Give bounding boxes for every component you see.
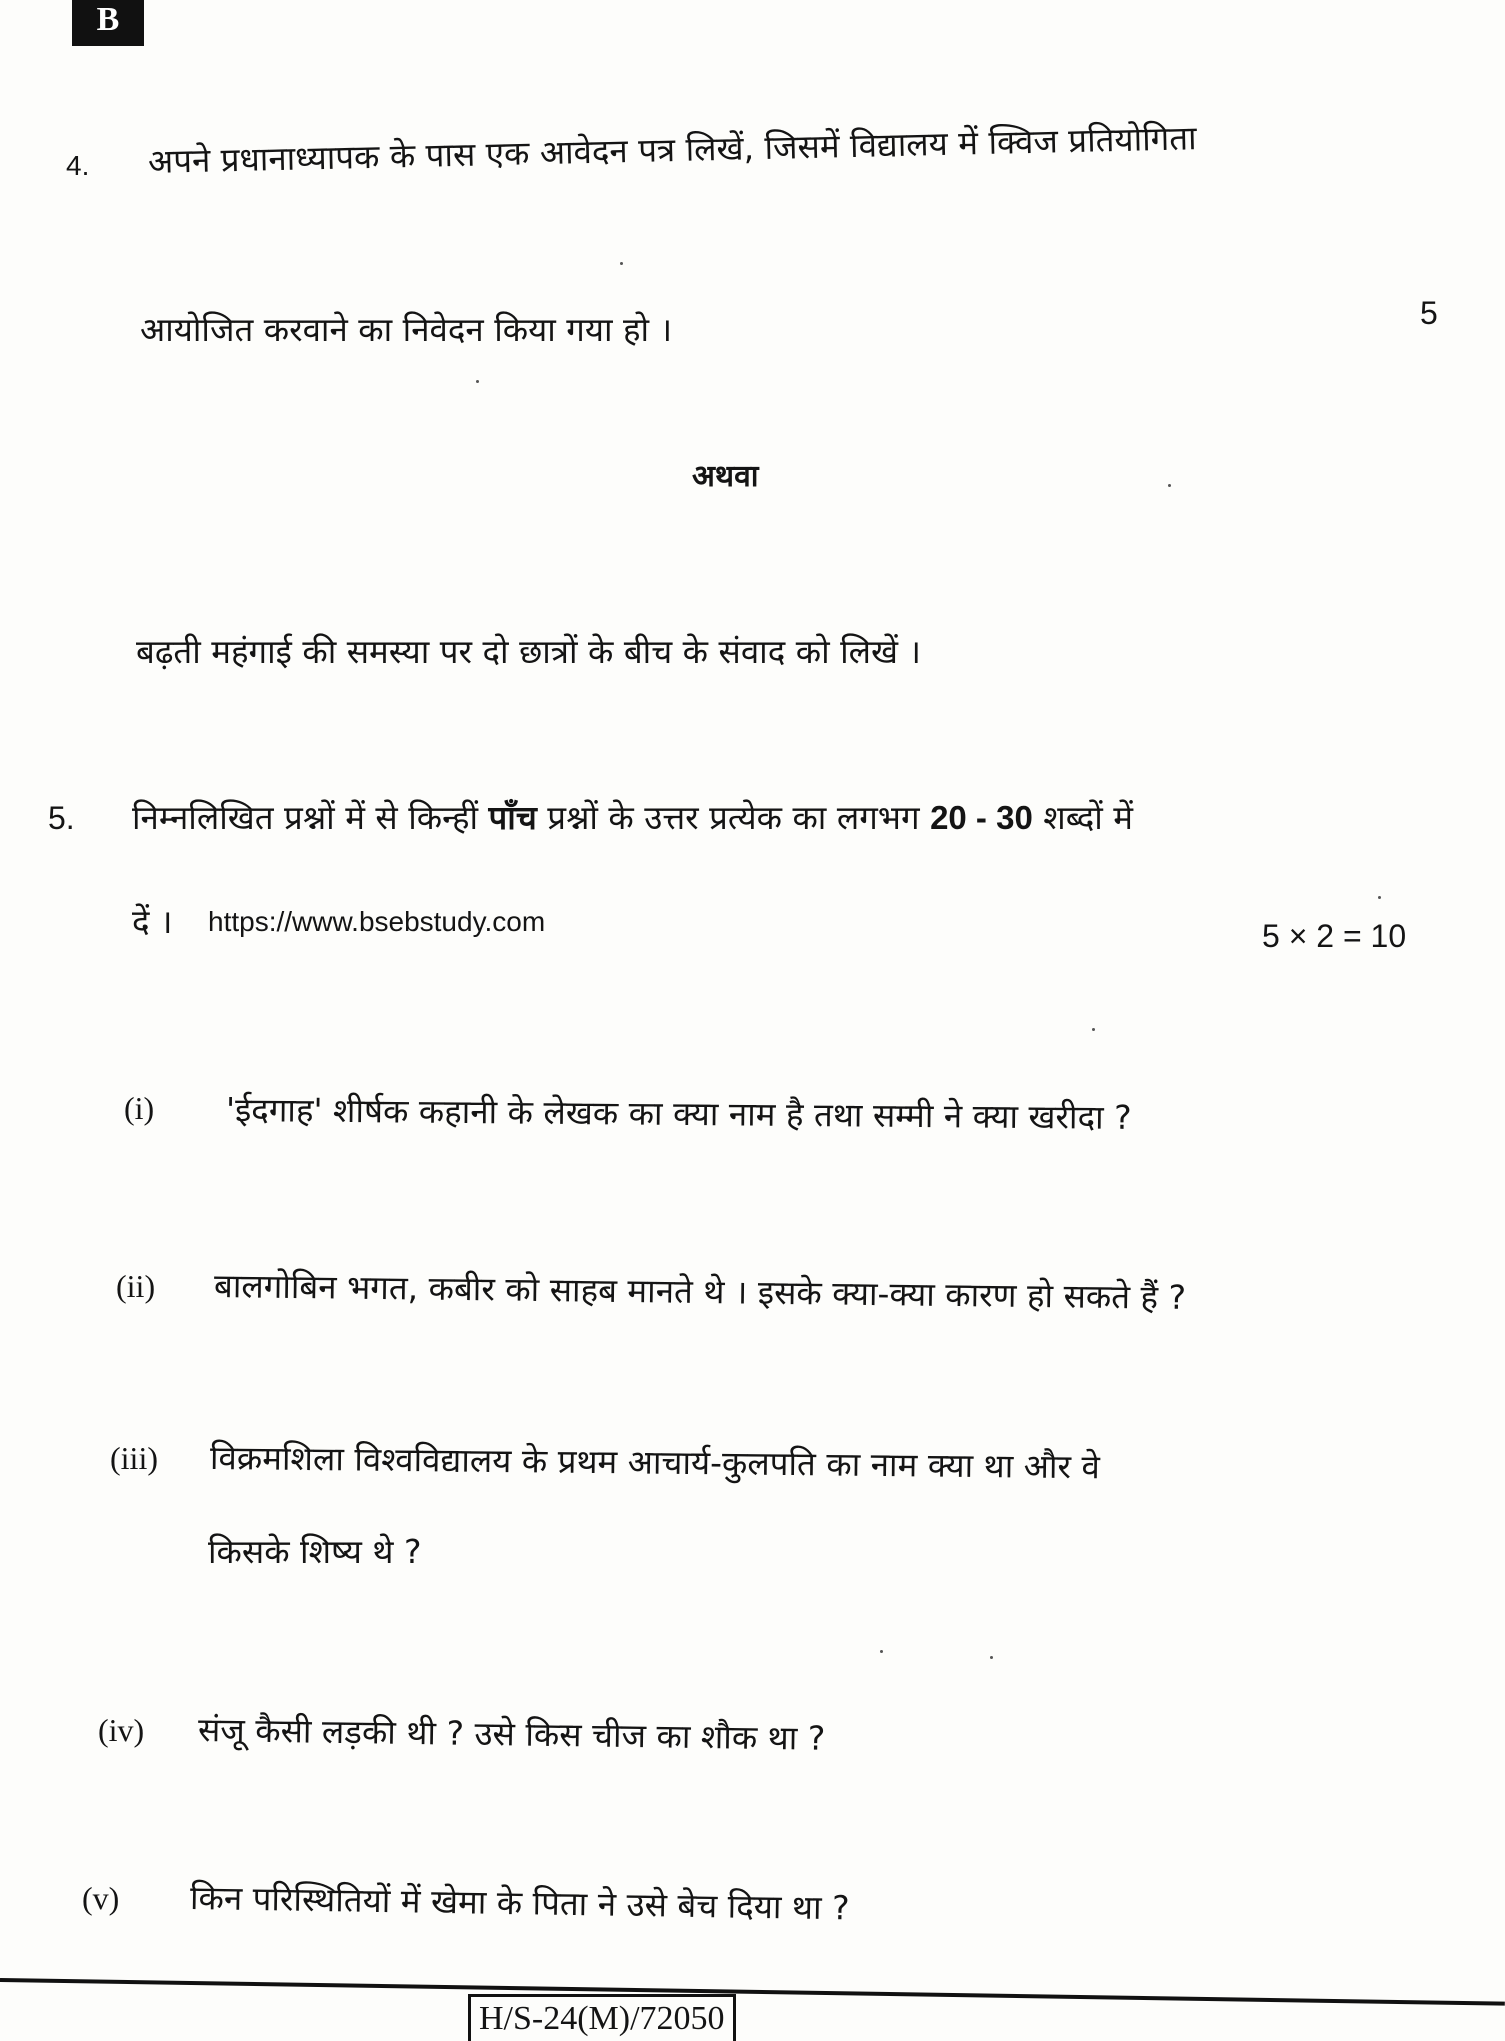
set-badge: B	[72, 0, 144, 46]
scan-speck	[1168, 484, 1171, 487]
instruction-part2: प्रश्नों के उत्तर प्रत्येक का लगभग	[536, 798, 931, 837]
scan-speck	[990, 1656, 993, 1659]
sub-question-i-text: 'ईदगाह' शीर्षक कहानी के लेखक का क्या नाम है तथा सम्मी ने क्या खरीदा ?	[225, 1090, 1132, 1137]
scan-speck	[1092, 1028, 1095, 1031]
scan-speck	[620, 262, 623, 265]
question-4-text-line1: अपने प्रधानाध्यापक के पास एक आवेदन पत्र लिखें, जिसमें विद्यालय में क्विज प्रतियोगिता	[147, 118, 1198, 181]
watermark-url: https://www.bsebstudy.com	[208, 906, 546, 937]
sub-question-iv-text: संजू कैसी लड़की थी ? उसे किस चीज का शौक था ?	[197, 1710, 826, 1758]
paper-code: H/S-24(M)/72050	[468, 1994, 736, 2041]
instruction-part1: निम्नलिखित प्रश्नों में से किन्हीं	[132, 798, 489, 837]
scan-speck	[476, 380, 479, 383]
instruction-bold-count: पाँच	[488, 798, 537, 837]
question-5-number: 5.	[48, 800, 75, 836]
question-4-alternative: बढ़ती महंगाई की समस्या पर दो छात्रों के बीच के संवाद को लिखें ।	[136, 632, 922, 671]
footer-rule	[0, 1978, 1505, 2006]
sub-question-label-i: (i)	[124, 1090, 155, 1126]
question-5-instruction-line2: दें ।	[132, 902, 173, 941]
question-4-marks: 5	[1420, 295, 1438, 331]
sub-question-label-ii: (ii)	[116, 1268, 156, 1304]
instruction-part3: शब्दों में	[1032, 798, 1134, 837]
scan-speck	[880, 1650, 883, 1653]
sub-question-label-v: (v)	[82, 1880, 120, 1916]
question-5-marks: 5 × 2 = 10	[1262, 918, 1407, 954]
question-4-number: 4.	[66, 150, 90, 181]
sub-question-label-iii: (iii)	[110, 1440, 158, 1476]
sub-question-iii-text-line2: किसके शिष्य थे ?	[208, 1532, 422, 1571]
scan-speck	[1378, 896, 1381, 899]
question-5-instruction	[132, 796, 1133, 840]
sub-question-label-iv: (iv)	[98, 1712, 145, 1748]
question-4-text-line2: आयोजित करवाने का निवेदन किया गया हो ।	[140, 310, 673, 349]
sub-question-ii-text: बालगोबिन भगत, कबीर को साहब मानते थे । इसके क्या-क्या कारण हो सकते हैं ?	[213, 1266, 1187, 1317]
sub-question-iii-text-line1: विक्रमशिला विश्वविद्यालय के प्रथम आचार्य-कुलपति का नाम क्या था और वे	[209, 1438, 1101, 1487]
word-range: 20 - 30	[930, 799, 1033, 836]
sub-question-v-text: किन परिस्थितियों में खेमा के पिता ने उसे बेच दिया था ?	[189, 1878, 850, 1928]
or-label: अथवा	[692, 459, 759, 494]
